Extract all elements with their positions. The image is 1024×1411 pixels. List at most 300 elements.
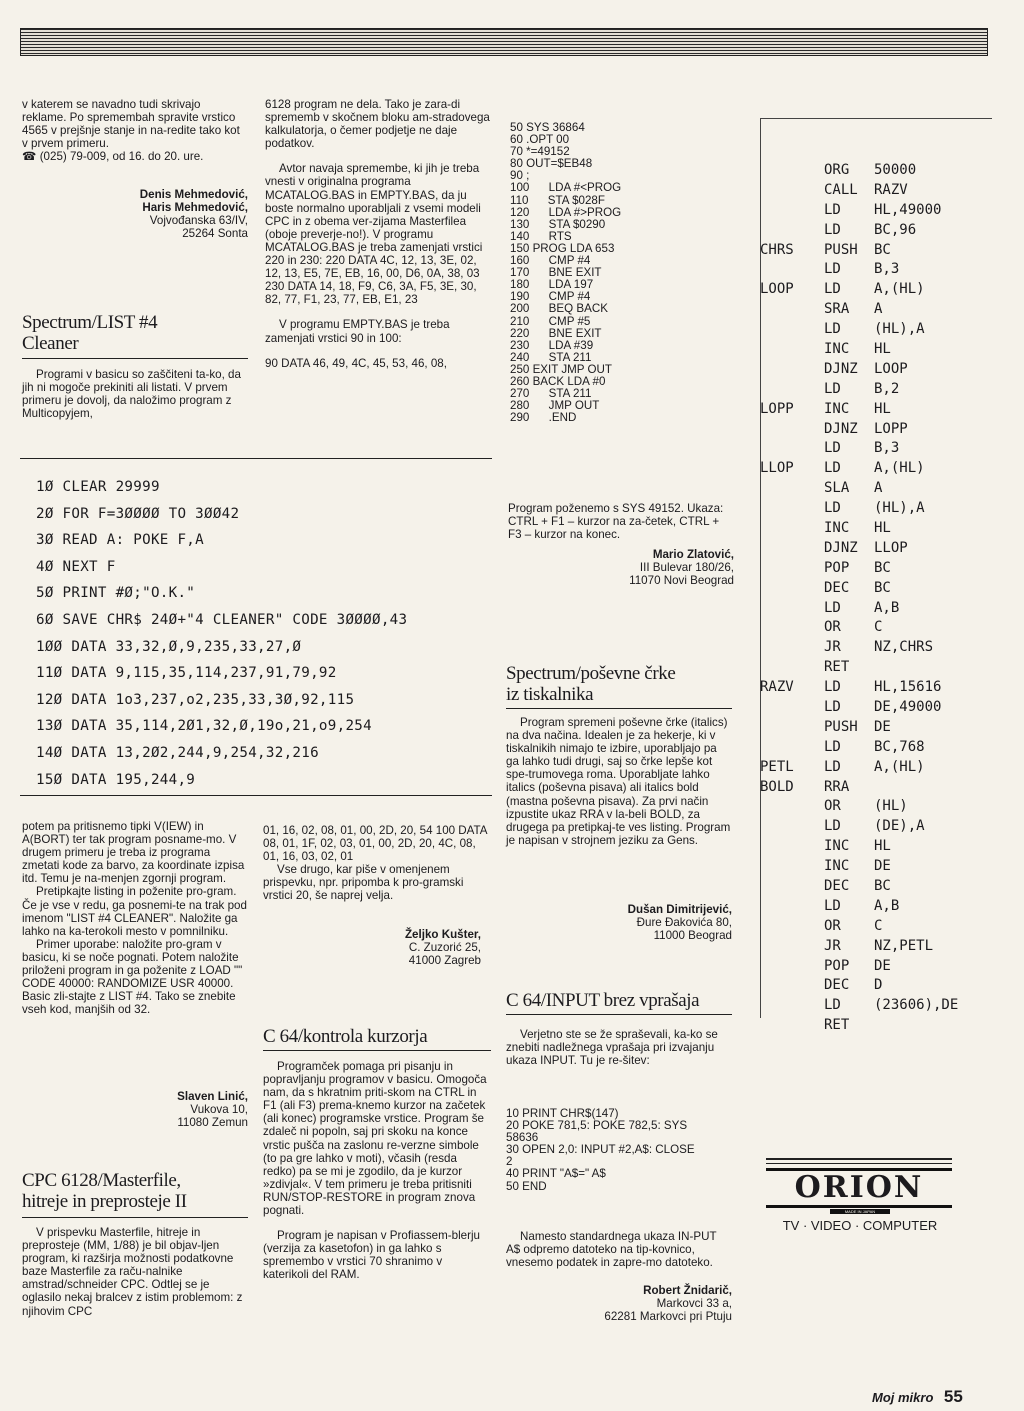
code-line: 180 LDA 197 (510, 278, 594, 292)
section-rule (20, 795, 492, 796)
author-signature-2 (22, 1090, 248, 1129)
asm-operand: A,B (874, 599, 900, 616)
asm-operand: RAZV (874, 181, 908, 198)
heading-line: Spectrum/LIST #4 (22, 312, 158, 333)
paragraph: 90 DATA 46, 49, 4C, 45, 53, 46, 08, (265, 356, 447, 370)
asm-opcode: DEC (824, 977, 850, 994)
asm-opcode: SRA (824, 301, 850, 318)
asm-label (760, 995, 824, 1015)
page-footer (872, 1387, 992, 1407)
intro-text: v katerem se navadno tudi skrivajo reklame. Po spremembah spravite vrstico 4565 v prejšnje stanje in na-redite tako kot v prvem primeru. (22, 98, 240, 151)
asm-opcode: LD (824, 281, 841, 298)
col2-top (265, 98, 493, 370)
author-address: 11000 Beograd (653, 929, 732, 942)
heading-line: Spectrum/poševne črke (506, 663, 676, 684)
asm-operand: DE (874, 718, 891, 735)
code-line: 80 OUT=$EB48 (510, 157, 593, 171)
asm-row (760, 220, 990, 240)
code-line: 2 (506, 1155, 513, 1169)
asm-opcode: RET (824, 1017, 850, 1034)
heading-line: Cleaner (22, 333, 79, 354)
asm-label (760, 637, 824, 657)
asm-operand: DE (874, 858, 891, 875)
c64-cursor-listing (510, 122, 750, 424)
asm-label: LLOP (760, 460, 794, 477)
code-line: 200 BEQ BACK (510, 302, 608, 316)
author-address: 41000 Zagreb (408, 954, 481, 967)
asm-row (760, 240, 990, 260)
asm-label (760, 299, 824, 319)
asm-opcode: DEC (824, 579, 850, 596)
asm-opcode: LD (824, 321, 841, 338)
author-address: 11080 Zemun (177, 1116, 248, 1129)
asm-row (760, 160, 990, 180)
author-signature-7 (506, 1284, 732, 1323)
asm-label (760, 558, 824, 578)
cpc-paragraph: V prispevku Masterfile, hitreje in preprosteje (MM, 1/88) je bil objav-ljen program, ki razširja možnosti podatkovne baze Masterfile za raču-nalnike amstrad/schneider CPC. Odtlej se je oglasilo nekaj bralcev z istim problemom: z njihovim CPC (22, 1226, 243, 1318)
asm-operand: NZ,CHRS (874, 639, 934, 656)
heading-line: CPC 6128/Masterfile, (22, 1170, 181, 1191)
code-line: 50 END (506, 1179, 547, 1193)
code-line: 12Ø DATA 1o3,237,o2,235,33,3Ø,92,115 (36, 691, 355, 708)
asm-opcode: LD (824, 679, 841, 696)
paragraph: 01, 16, 02, 08, 01, 00, 2D, 20, 54 100 DATA 08, 01, 1F, 02, 03, 01, 00, 2D, 20, 4C, 08, 01, 16, 03, 02, 01 (263, 824, 487, 864)
asm-row (760, 438, 990, 458)
input-paragraph-2: Namesto standardnega ukaza IN-PUT A$ odpremo datoteko na tip-kovnico, vnesemo podatek in zapre-mo datoteko. (506, 1230, 717, 1270)
heading-rule (263, 1050, 491, 1051)
asm-label (760, 160, 824, 180)
asm-operand (874, 657, 990, 677)
asm-opcode: DJNZ (824, 420, 858, 437)
asm-label (760, 478, 824, 498)
asm-row (760, 657, 990, 677)
asm-label (760, 816, 824, 836)
asm-row (760, 419, 990, 439)
asm-operand: BC (874, 878, 891, 894)
asm-operand: LOPP (874, 420, 908, 437)
asm-operand: C (874, 917, 883, 934)
asm-label (760, 598, 824, 618)
phone-line (22, 150, 248, 163)
author-address: C. Zuzorić 25, (408, 941, 481, 954)
asm-row (760, 379, 990, 399)
asm-opcode: PUSH (824, 241, 858, 258)
asm-opcode: PUSH (824, 718, 858, 735)
author-signature-3 (508, 548, 734, 587)
asm-label (760, 737, 824, 757)
code-line: 270 STA 211 (510, 387, 592, 401)
asm-opcode: LD (824, 460, 841, 477)
asm-operand: BC,768 (874, 738, 925, 755)
asm-row (760, 498, 990, 518)
asm-opcode: ORG (824, 161, 850, 178)
asm-operand (874, 777, 990, 797)
italic-paragraph: Program spremeni poševne črke (italics) na dva načina. Idealen je za hekerje, ki v tiskalnikih nimajo te izbire, uporabljajo pa ga lahko tudi drugi, saj so črke lepše kot spe-trumovega roma. Uporabljate lahko italics (poševna pisava) ali italics bold (mastna poševna pisava). Za prvi način izpustite ukaz RRA v la-beli BOLD, za drugega pa pretipkaj-te ves listing. Program je napisan v strojnem jeziku za Gens. (506, 716, 731, 847)
author-address: III Bulevar 180/26, (639, 561, 734, 574)
asm-operand: A,(HL) (874, 281, 925, 298)
asm-opcode: POP (824, 559, 850, 576)
asm-opcode: OR (824, 798, 841, 815)
code-line: 100 LDA #<PROG (510, 181, 622, 195)
asm-opcode: LD (824, 818, 841, 835)
asm-operand: HL,15616 (874, 679, 942, 696)
author-address: Đure Đakovića 80, (636, 916, 732, 929)
asm-label (760, 339, 824, 359)
asm-opcode: LD (824, 201, 841, 218)
code-line: 20 POKE 781,5: POKE 782,5: SYS (506, 1119, 688, 1133)
asm-label (760, 498, 824, 518)
asm-row (760, 797, 990, 817)
asm-label (760, 896, 824, 916)
asm-label (760, 538, 824, 558)
code-line: 130 STA $0290 (510, 217, 606, 231)
code-line: 240 STA 211 (510, 350, 592, 364)
asm-operand: (HL),A (874, 500, 925, 517)
author-address: 25264 Sonta (182, 227, 248, 240)
paragraph: Avtor navaja spremembe, ki jih je treba vnesti v originalna programa MCATALOG.BAS in EMPTY.BAS, da ju boste normalno uporabljali z vsemi modeli CPC in z obema ver-zijama Masterfilea (oboje preverje-no!). V programu MCATALOG.BAS je treba zamenjati vrstici 220 in 230: 220 DATA 4C, 12, 13, 3E, 02, 12, 13, E5, 7E, EB, 16, 00, D6, 0A, 38, 03 230 DATA 14, 18, F9, C6, 3A, F5, 3E, 30, 82, 77, F1, 23, 77, EB, E1, 23 (265, 162, 483, 307)
orion-logo: ORION (766, 1168, 952, 1208)
asm-opcode: LD (824, 758, 841, 775)
paragraph: potem pa pritisnemo tipki V(IEW) in A(BORT) ter tak program posname-mo. V drugem primeru je treba iz programa zmetati kode za barvo, za koordinate izpisa itd. Temu je na-menjen zgornji program. (22, 820, 245, 886)
ad-products: TV · VIDEO · COMPUTER (782, 1218, 938, 1233)
author-signature-5 (263, 928, 481, 967)
code-line: 11Ø DATA 9,115,35,114,237,91,79,92 (36, 665, 337, 682)
asm-operand: A,B (874, 897, 900, 914)
asm-label (760, 856, 824, 876)
asm-operand: (HL),A (874, 321, 925, 338)
asm-label (760, 319, 824, 339)
code-line: 170 BNE EXIT (510, 266, 602, 280)
col2-bottom (263, 824, 491, 903)
asm-operand: LLOP (874, 539, 908, 556)
asm-label (760, 876, 824, 896)
heading-line: iz tiskalnika (506, 684, 594, 705)
asm-row (760, 458, 990, 478)
asm-label (760, 379, 824, 399)
code-line: 30 OPEN 2,0: INPUT #2,A$: CLOSE (506, 1143, 695, 1157)
code-line: 50 SYS 36864 (510, 121, 585, 134)
code-line: 1ØØ DATA 33,32,Ø,9,235,33,27,Ø (36, 638, 302, 655)
asm-row (760, 578, 990, 598)
asm-label: RAZV (760, 679, 794, 696)
code-line: 14Ø DATA 13,2Ø2,244,9,254,32,216 (36, 744, 319, 761)
code-line: 1Ø CLEAR 29999 (36, 479, 160, 495)
asm-label (760, 956, 824, 976)
asm-opcode: OR (824, 619, 841, 636)
asm-opcode: JR (824, 639, 841, 656)
author-name: Haris Mehmedović, (142, 201, 248, 214)
asm-label (760, 438, 824, 458)
asm-label (760, 936, 824, 956)
asm-row (760, 976, 990, 996)
asm-row (760, 836, 990, 856)
ad-tagline: MADE IN JAPAN (830, 1209, 890, 1214)
code-line: 2Ø FOR F=3ØØØØ TO 3ØØ42 (36, 505, 240, 522)
asm-row (760, 299, 990, 319)
asm-label: PETL (760, 758, 794, 775)
asm-opcode: LD (824, 738, 841, 755)
code-line: 60 .OPT 00 (510, 133, 570, 147)
phone-number: (025) 79-009, od 16. do 20. ure. (39, 150, 204, 164)
code-line: 140 RTS (510, 229, 572, 243)
heading-spectrum-list (22, 312, 248, 354)
code-line: 220 BNE EXIT (510, 326, 602, 340)
asm-row (760, 200, 990, 220)
author-name: Slaven Linić, (177, 1090, 248, 1103)
kurzor-text (263, 1060, 491, 1282)
paragraph: Vse drugo, kar piše v omenjenem prispevku, npr. pripomba k pro-gramski vrstici 20, še naprej velja. (263, 863, 464, 903)
paragraph: Programček pomaga pri pisanju in popravljanju programov v basicu. Omogoča nam, da s hkratnim priti-skom na CTRL in F1 (ali F3) prema-knemo kurzor na začetek (ali konec) programske vrstice. Program še zdaleč ni popoln, saj pri skoku na konce vrstic pušča na zaslonu re-verzne simbole (to pa gre lahko v moti), včasih (resda redko) pa se mi je zgodilo, da je kurzor »zdivjal«. V tem primeru je treba pritisniti RUN/STOP-RESTORE in program znova pognati. (263, 1060, 487, 1218)
asm-row (760, 1015, 990, 1035)
asm-opcode: LD (824, 698, 841, 715)
heading-line: hitreje in preprosteje II (22, 1191, 187, 1212)
asm-opcode: LD (824, 440, 841, 457)
author-address: Markovci 33 a, (656, 1297, 732, 1310)
asm-label (760, 259, 824, 279)
asm-opcode: INC (824, 400, 850, 417)
asm-row (760, 876, 990, 896)
section-rule (20, 458, 492, 459)
asm-listing (760, 160, 990, 1035)
asm-label (760, 180, 824, 200)
code-line: 4Ø NEXT F (36, 558, 116, 575)
asm-operand: HL,49000 (874, 201, 942, 218)
asm-label (760, 518, 824, 538)
heading-rule (506, 1014, 732, 1015)
code-line: 6Ø SAVE CHR$ 24Ø+"4 CLEANER" CODE 3ØØØØ,43 (36, 611, 408, 628)
code-line: 58636 (506, 1131, 539, 1145)
code-line: 260 BACK LDA #0 (510, 374, 606, 388)
asm-opcode: POP (824, 957, 850, 974)
asm-operand: A (874, 301, 883, 318)
asm-opcode: INC (824, 519, 850, 536)
col1-bottom (22, 820, 248, 1016)
ad-rule (766, 1163, 952, 1164)
asm-label (760, 220, 824, 240)
asm-row (760, 180, 990, 200)
list-intro: Programi v basicu so zaščiteni ta-ko, da jih ni mogoče prekiniti ali listati. V prvem primeru je dovolj, da naložimo program z Multicopyjem, (22, 368, 241, 421)
asm-row (760, 279, 990, 299)
code-line: 90 ; (510, 169, 530, 183)
header-band (20, 28, 988, 56)
asm-operand: NZ,PETL (874, 937, 934, 954)
asm-opcode: LD (824, 897, 841, 914)
col1-intro (22, 98, 248, 163)
asm-opcode: LD (824, 599, 841, 616)
asm-row (760, 598, 990, 618)
author-name: Robert Žnidarič, (643, 1284, 732, 1297)
asm-opcode: LD (824, 380, 841, 397)
asm-label: CHRS (760, 241, 794, 258)
col3-after-listing: Program poženemo s SYS 49152. Ukaza: CTRL + F1 – kurzor na za-četek, CTRL + F3 – kurzor na konec. (508, 502, 724, 542)
asm-operand: BC (874, 241, 891, 258)
asm-operand: (23606),DE (874, 997, 959, 1014)
asm-row (760, 538, 990, 558)
author-name: Denis Mehmedović, (139, 188, 248, 201)
code-line: 290 .END (510, 411, 577, 425)
asm-row (760, 399, 990, 419)
code-line: 230 LDA #39 (510, 338, 594, 352)
code-line: 120 LDA #>PROG (510, 205, 622, 219)
asm-operand: (HL) (874, 798, 908, 815)
code-line: 15Ø DATA 195,244,9 (36, 771, 196, 788)
asm-row (760, 518, 990, 538)
asm-opcode: INC (824, 340, 850, 357)
author-address: 11070 Novi Beograd (629, 574, 734, 587)
asm-opcode: DJNZ (824, 539, 858, 556)
author-signature-4 (506, 903, 732, 942)
input-paragraph: Verjetno ste se že spraševali, ka-ko se znebiti nadležnega vprašaja pri izvajanju ukaza INPUT. Tu je re-šitev: (506, 1028, 718, 1068)
heading-c64-kurzor: C 64/kontrola kurzorja (263, 1026, 428, 1047)
asm-label (760, 657, 824, 677)
asm-operand: BC (874, 579, 891, 596)
asm-opcode: DJNZ (824, 360, 858, 377)
asm-opcode: OR (824, 917, 841, 934)
asm-opcode: LD (824, 997, 841, 1014)
paragraph: Program je napisan v Profiassem-blerju (verzija za kasetofon) in ga lahko s spremembo v vrstici 70 shranimo v katerikoli del RAM. (263, 1229, 480, 1282)
asm-row (760, 339, 990, 359)
code-line: 3Ø READ A: POKE F,A (36, 532, 204, 549)
asm-row (760, 717, 990, 737)
magazine-name: Moj mikro (872, 1390, 934, 1405)
asm-operand: B,3 (874, 261, 900, 278)
author-name: Dušan Dimitrijević, (627, 903, 732, 916)
asm-opcode: RRA (824, 778, 850, 795)
asm-opcode: DEC (824, 878, 850, 894)
code-line: 10 PRINT CHR$(147) (506, 1107, 619, 1120)
asm-label (760, 1015, 824, 1035)
heading-spectrum-italic (506, 663, 732, 705)
asm-label (760, 916, 824, 936)
asm-operand: HL (874, 838, 891, 855)
asm-row (760, 757, 990, 777)
asm-opcode: LD (824, 221, 841, 238)
asm-operand: D (874, 977, 883, 994)
code-line: 13Ø DATA 35,114,2Ø1,32,Ø,19o,21,o9,254 (36, 718, 372, 735)
asm-row (760, 359, 990, 379)
author-address: Vojvođanska 63/IV, (149, 214, 248, 227)
ad-rule (766, 1158, 952, 1160)
asm-label: LOPP (760, 400, 794, 417)
paragraph: V programu EMPTY.BAS je treba zamenjati vrstici 90 in 100: (265, 318, 450, 345)
code-line: 160 CMP #4 (510, 254, 591, 268)
asm-row (760, 896, 990, 916)
asm-label (760, 697, 824, 717)
author-address: 62281 Markovci pri Ptuju (604, 1310, 732, 1323)
paragraph: Primer uporabe: naložite pro-gram v basicu, ki se noče pognati. Potem naložite priloženi program in ga poženite z LOAD "" CODE 40000: RANDOMIZE USR 40000. Basic zli-stajte z LIST #4. Tako se znebite vseh kod, manjših od 32. (22, 937, 243, 1017)
asm-operand: DE,49000 (874, 698, 942, 715)
code-line: 40 PRINT "A$=" A$ (506, 1167, 606, 1181)
asm-row (760, 816, 990, 836)
asm-operand: BC,96 (874, 221, 917, 238)
asm-opcode: INC (824, 838, 850, 855)
heading-c64-input: C 64/INPUT brez vprašaja (506, 990, 700, 1011)
asm-row (760, 478, 990, 498)
asm-operand: B,3 (874, 440, 900, 457)
author-name: Mario Zlatović, (652, 548, 734, 561)
asm-operand: A,(HL) (874, 758, 925, 775)
code-line: 280 JMP OUT (510, 399, 600, 413)
author-signature-1 (22, 188, 248, 240)
paragraph: Pretipkajte listing in poženite pro-gram. Če je vse v redu, ga posnemi-te na trak pod imenom "LIST #4 CLEANER". Naložite ga lahko na ka-terokoli mesto v pomnilniku. (22, 885, 247, 938)
asm-opcode: RET (824, 659, 850, 676)
asm-operand: C (874, 619, 883, 636)
asm-row (760, 617, 990, 637)
asm-operand: HL (874, 340, 891, 357)
asm-opcode: LD (824, 261, 841, 278)
asm-row (760, 558, 990, 578)
basic-listing (36, 474, 496, 793)
asm-operand: HL (874, 519, 891, 536)
heading-rule (22, 1217, 248, 1218)
asm-label (760, 976, 824, 996)
asm-opcode: JR (824, 937, 841, 954)
asm-row (760, 697, 990, 717)
code-line: 110 STA $028F (510, 193, 605, 207)
asm-opcode: CALL (824, 181, 858, 198)
asm-row (760, 777, 990, 797)
heading-cpc-masterfile (22, 1170, 248, 1212)
asm-operand: DE (874, 957, 891, 974)
asm-operand: BC (874, 559, 891, 576)
asm-row (760, 956, 990, 976)
code-line: 190 CMP #4 (510, 290, 591, 304)
asm-row (760, 637, 990, 657)
asm-label: LOOP (760, 281, 794, 298)
asm-row (760, 319, 990, 339)
asm-operand: 50000 (874, 161, 917, 178)
code-line: 70 *=49152 (510, 145, 570, 159)
asm-label (760, 578, 824, 598)
asm-row (760, 856, 990, 876)
page-number: 55 (943, 1387, 963, 1406)
asm-row (760, 737, 990, 757)
author-name: Željko Kušter, (404, 928, 481, 941)
author-address: Vukova 10, (190, 1103, 248, 1116)
code-line: 150 PROG LDA 653 (510, 241, 615, 255)
asm-operand: LOOP (874, 360, 908, 377)
asm-opcode: SLA (824, 480, 850, 497)
asm-label: BOLD (760, 778, 794, 795)
asm-label (760, 359, 824, 379)
asm-operand: HL (874, 400, 891, 417)
asm-row (760, 995, 990, 1015)
asm-row (760, 259, 990, 279)
asm-opcode: INC (824, 858, 850, 875)
asm-label (760, 836, 824, 856)
asm-row (760, 677, 990, 697)
phone-icon: ☎ (22, 150, 37, 164)
asm-row (760, 916, 990, 936)
heading-rule (22, 358, 248, 359)
asm-label (760, 419, 824, 439)
asm-operand: A (874, 480, 883, 497)
paragraph: 6128 program ne dela. Tako je zara-di sprememb v skočnem bloku am-stradovega kalkulatorja, o čemer podjetje ne daje podatkov. (265, 98, 490, 151)
input-listing (506, 1108, 736, 1193)
asm-opcode: LD (824, 500, 841, 517)
orion-ad (760, 1134, 988, 1244)
code-line: 250 EXIT JMP OUT (510, 362, 613, 376)
asm-label (760, 797, 824, 817)
asm-label (760, 717, 824, 737)
asm-operand (874, 1015, 990, 1035)
asm-operand: A,(HL) (874, 460, 925, 477)
asm-operand: (DE),A (874, 818, 925, 835)
heading-rule (506, 708, 732, 709)
code-line: 210 CMP #5 (510, 314, 591, 328)
asm-operand: B,2 (874, 380, 900, 397)
asm-row (760, 936, 990, 956)
